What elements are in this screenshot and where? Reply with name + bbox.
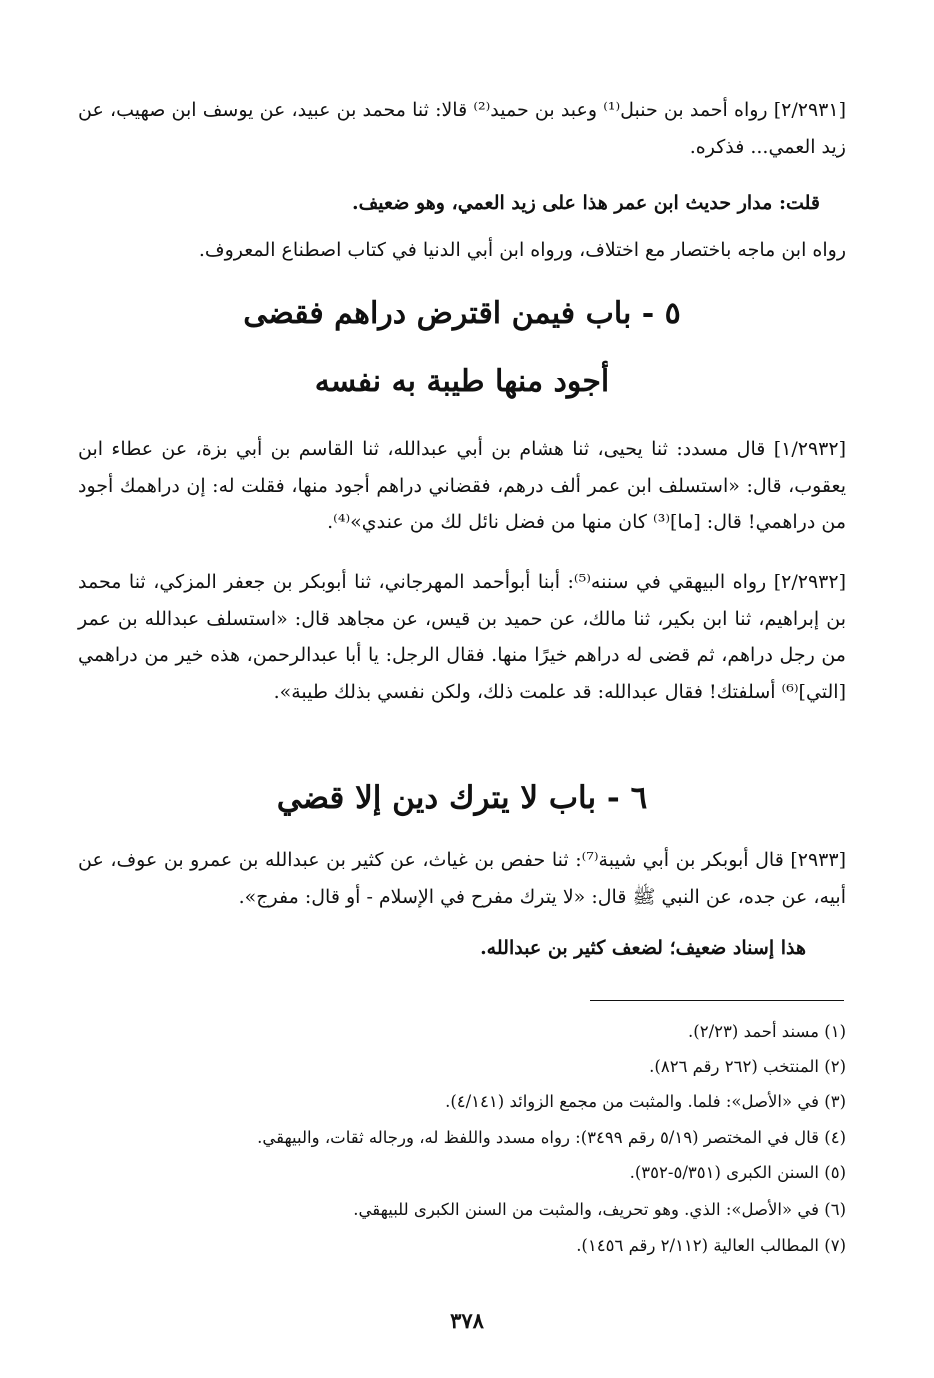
footnote-7: (٧) المطالب العالية (٢/١١٢ رقم ١٤٥٦). xyxy=(576,1236,846,1255)
hadith-2931-2: [٢/٢٩٣١] رواه أحمد بن حنبل⁽¹⁾ وعبد بن حميد⁽²⁾ قالا: ثنا محمد بن عبيد، عن يوسف ابن صهيب، عن زيد العمي... فذكره. xyxy=(78,99,847,158)
footnote-6: (٦) في «الأصل»: الذي. وهو تحريف، والمثبت من السنن الكبرى للبيهقي. xyxy=(353,1200,846,1219)
footnote-divider xyxy=(590,1000,844,1001)
footnote-4: (٤) قال في المختصر (٥/١٩ رقم ٣٤٩٩): رواه مسدد واللفظ له، ورجاله ثقات، والبيهقي. xyxy=(257,1128,846,1147)
hadith-2932-2: [٢/٢٩٣٢] رواه البيهقي في سننه⁽⁵⁾: أبنا أبوأحمد المهرجاني، ثنا أبوبكر بن جعفر المزكي، ثنا محمد بن إبراهيم، ثنا ابن بكير، ثنا مالك، عن حميد بن قيس، عن مجاهد قال: «استسلف عبدالله بن عمر من رجل دراهم، ثم قضى له دراهم خيرًا منها. فقال الرجل: يا أبا عبدالرحمن، هذه خير من دراهمي [التي]⁽⁶⁾ أسلفتك! فقال عبدالله: قد علمت ذلك، ولكن نفسي بذلك طيبة». xyxy=(78,571,846,703)
footnote-5: (٥) السنن الكبرى (٥/٣٥١-٣٥٢). xyxy=(629,1163,846,1182)
hadith-2933: [٢٩٣٣] قال أبوبكر بن أبي شيبة⁽⁷⁾: ثنا حفص بن غياث، عن كثير بن عبدالله بن عمرو بن عوف، عن أبيه، عن جده، عن النبي ﷺ قال: «لا يترك مفرح في الإسلام - أو قال: مفرج». xyxy=(78,849,847,908)
note-ibn-majah: رواه ابن ماجه باختصار مع اختلاف، ورواه ابن أبي الدنيا في كتاب اصطناع المعروف. xyxy=(198,239,846,261)
footnote-3: (٣) في «الأصل»: فلما. والمثبت من مجمع الزوائد (٤/١٤١). xyxy=(445,1092,846,1111)
chapter-6-title: ٦ - باب لا يترك دين إلا قضي xyxy=(276,780,648,816)
footnote-1: (١) مسند أحمد (٢/٢٣). xyxy=(688,1022,846,1041)
chapter-5-title-line1: ٥ - باب فيمن اقترض دراهم فقضى xyxy=(243,296,681,331)
hadith-2932-1: [١/٢٩٣٢] قال مسدد: ثنا يحيى، ثنا هشام بن أبي عبدالله، ثنا القاسم بن أبي بزة، عن عطاء ابن يعقوب، قال: «استسلف ابن عمر ألف درهم، فقضاني دراهم أجود منها، فقلت له: إن دراهمك أجود من دراهمي! قال: [ما]⁽³⁾ كان منها من فضل نائل لك من عندي»⁽⁴⁾. xyxy=(78,438,846,533)
chapter-5-title-line2: أجود منها طيبة به نفسه xyxy=(314,364,610,399)
note-isnad-daif: هذا إسناد ضعيف؛ لضعف كثير بن عبدالله. xyxy=(480,937,806,959)
footnote-2: (٢) المنتخب (٢٦٢ رقم ٨٢٦). xyxy=(649,1057,846,1076)
note-qultu: قلت: مدار حديث ابن عمر هذا على زيد العمي، وهو ضعيف. xyxy=(352,192,820,214)
page-number: ٣٧٨ xyxy=(450,1308,484,1333)
